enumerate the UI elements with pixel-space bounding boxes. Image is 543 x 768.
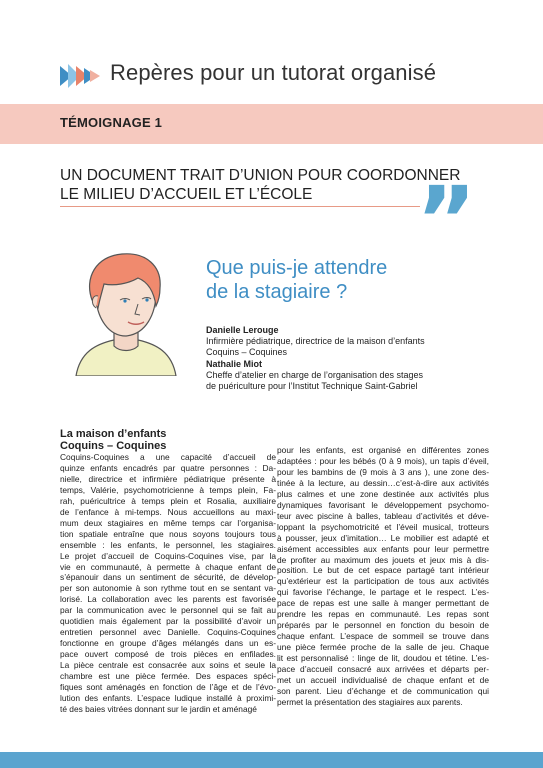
person-role: Cheffe d’atelier en charge de l’organisation des stages [206, 370, 423, 380]
body-line: pace d’accueil consacré aux arrivées et départs per- [277, 664, 489, 675]
title-divider [60, 206, 420, 207]
quote-mark-icon: ” [416, 167, 477, 274]
body-line: loppant la psychomotricité et l’éveil musical, trotteurs [277, 521, 489, 532]
body-line: pour les bambins de (9 mois à 3 ans ), une zone des- [277, 466, 489, 477]
body-line: nielle, directrice et infirmière pédiatrique présente à [60, 473, 276, 484]
body-line: lit est personnalisé : linge de lit, doudou et tétine. L’es- [277, 653, 489, 664]
body-line: son parent. Lieu d’échange et de communication qui [277, 685, 489, 696]
document-title-line: LE MILIEU D’ACCUEIL ET L’ÉCOLE [60, 186, 313, 203]
body-line: lution des enfants. L’espace ludique installé à proximi- [60, 692, 276, 703]
triangles-logo-icon [60, 62, 102, 90]
body-line: par la communication avec le personnel qui se fait au [60, 605, 276, 616]
body-line: pace ouvert composé de trois pièces en enfilades. [60, 649, 276, 660]
body-line: à pousser, jeux d’imitation… Le mobilier est adapté et [277, 532, 489, 543]
body-line: pour les enfants, est organisé en différentes zones [277, 445, 489, 455]
person-block [206, 325, 425, 358]
body-column-left [60, 452, 276, 715]
section-heading-line: La maison d’enfants [60, 428, 167, 440]
body-line: teur avec piscine à balles, tableau d’activités et déve- [277, 510, 489, 521]
body-line: ensemble : les enfants, le personnel, les stagiaires. [60, 539, 276, 550]
person-name: Danielle Lerouge [206, 325, 279, 335]
body-line: chaque enfant. L’espace de sommeil se trouve dans [277, 631, 489, 642]
body-line: position. Le but de cet espace partagé tant intérieur [277, 565, 489, 576]
body-line: qu’extérieur est la participation de tous aux activités [277, 576, 489, 587]
body-line: qui favorise l’échange, le partage et le respect. L’es- [277, 587, 489, 598]
body-line: temps, Valérie, psychomotricienne à temps plein, Fa- [60, 484, 276, 495]
body-line: met un accueil individualisé de chaque enfant et de [277, 675, 489, 686]
body-line: mum deux stagiaires en même temps car l’organisa- [60, 517, 276, 528]
body-line: de l’enfance à mi-temps. Nous accueillons au maxi- [60, 506, 276, 517]
person-role: Coquins – Coquines [206, 347, 288, 357]
body-line: entretien personnel avec Danielle. Coquins-Coquines [60, 627, 276, 638]
body-line: plus calmes et une zone destinée aux activités plus [277, 488, 489, 499]
testimony-label: TÉMOIGNAGE 1 [60, 115, 163, 130]
body-line: té des baies vitrées donnant sur le jardin et aménagé [60, 703, 257, 714]
question-line: Que puis-je attendre [206, 257, 388, 279]
body-line: Coquins-Coquines a une capacité d’accueil de [60, 452, 276, 462]
question-line: de la stagiaire ? [206, 281, 348, 303]
section-heading [60, 428, 166, 452]
body-line: préparés par le personnel en fonction du besoin de [277, 620, 489, 631]
body-line: tion spatiale entraîne que nous soyons toujours tous [60, 528, 276, 539]
person-role: Infirmière pédiatrique, directrice de la maison d’enfants [206, 336, 425, 346]
body-line: vie en communauté, à permette à chaque enfant de [60, 561, 276, 572]
body-line: chambre est une pièce fermée. Des espaces spéci- [60, 671, 276, 682]
document-title-line: UN DOCUMENT TRAIT D’UNION POUR COORDONNER [60, 167, 461, 184]
body-line: fonctionne en groupe d’âges mélangés dans un es- [60, 638, 276, 649]
person-name: Nathalie Miot [206, 359, 263, 369]
section-heading-line: Coquins – Coquines [60, 440, 167, 452]
body-line: tinée à la lecture, au dessin…c’est-à-dire aux activités [277, 477, 489, 488]
person-block [206, 359, 423, 392]
body-line: aisément accessibles aux enfants pour leur permettre [277, 543, 489, 554]
person-role: de puériculture pour l’Institut Technique Saint-Gabriel [206, 381, 418, 391]
body-line: Le projet d’accueil de Coquins-Coquines vise, par la [60, 550, 276, 561]
body-line: per son autonomie à son rythme tout en se sentant va- [60, 583, 276, 594]
body-column-right [277, 445, 489, 708]
question-title [206, 256, 387, 304]
woman-portrait-icon [62, 248, 190, 376]
body-line: pace de repas est une salle à manger permettant de [277, 598, 489, 609]
body-line: de profiter au maximum des jouets et jeux mis à dis- [277, 554, 489, 565]
body-line: rah, puéricultrice à temps plein et Rosalia, auxiliaire [60, 495, 276, 506]
body-line: lorisé. La collaboration avec les parents est favorisée [60, 594, 276, 605]
page-header-title: Repères pour un tutorat organisé [110, 60, 437, 85]
body-line: dynamiques favorisant le développement psychomo- [277, 499, 489, 510]
body-line: La pièce centrale est consacrée aux soins et seule la [60, 660, 276, 671]
body-line: fiques sont aménagés en fonction de l’âge et de l’évo- [60, 682, 276, 693]
body-line: quinze enfants encadrés par quatre personnes : Da- [60, 462, 276, 473]
body-line: une pièce fermée proche de la salle de jeu. Chaque [277, 642, 489, 653]
body-line: s’épanouir dans un sentiment de sécurité, de dévelop- [60, 572, 276, 583]
body-line: adaptées : pour les bébés (0 à 9 mois), un tapis d’éveil, [277, 455, 489, 466]
body-line: quotidien mais également par la possibilité d’avoir un [60, 616, 276, 627]
footer-bar [0, 752, 543, 768]
body-line: permet la présentation des stagiaires aux parents. [277, 696, 463, 707]
body-line: prendre les repas en communauté. Les repas sont [277, 609, 489, 620]
